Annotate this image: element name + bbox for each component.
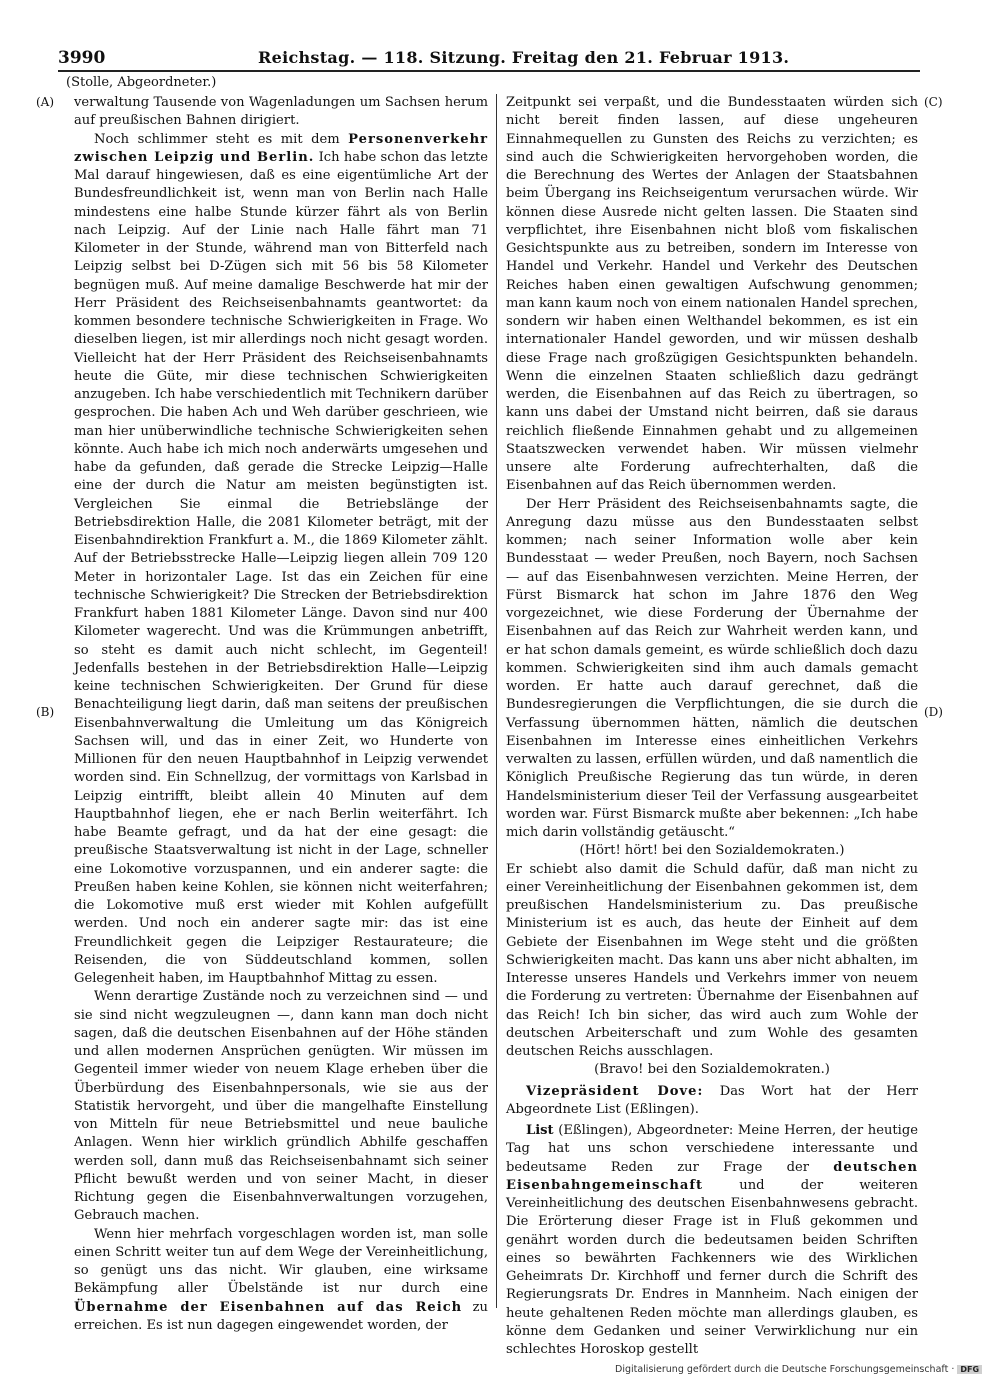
interjection: (Hört! hört! bei den Sozialdemokraten.) — [579, 843, 845, 859]
text-run: Das Wort hat der Herr Abgeordnete List (Eßlingen). — [506, 1083, 918, 1117]
margin-marker-b: (B) — [36, 705, 55, 719]
page-header — [58, 48, 920, 70]
text-run: zu erreichen. Es ist nun dagegen eingewendet worden, der — [74, 1299, 488, 1333]
margin-marker-c: (C) — [924, 95, 943, 109]
running-title: Reichstag. — 118. Sitzung. Freitag den 21. Februar 1913. — [258, 48, 790, 67]
digitization-credit — [615, 1364, 982, 1375]
emphasis: Personenverkehr zwischen Leipzig und Berlin. — [74, 131, 488, 165]
paragraph: Zeitpunkt sei verpaßt, und die Bundesstaaten würden sich nicht bereit finden lassen, auf diese ungeheuren Einnahmequellen zu Gunsten des Reichs zu verzichten; es sind auch die Schwierigkeiten hervorgehoben worden, die die Berechnung des Wertes der Anlagen der Staatsbahnen beim Übergang ins Reichseigentum verursachen würde. Wir können diese Ausrede nicht gelten lassen. Die Staaten sind verpflichtet, ihre Eisenbahnen nicht bloß vom fiskalischen Gesichtspunkte aus zu betreiben, sondern im Interesse von Handel und Verkehr. Handel und Verkehr des Deutschen Reiches haben einen gewaltigen Aufschwung genommen; man kann kaum noch von einem nationalen Handel sprechen, sondern wir haben einen Welthandel bekommen, es ist ein internationaler Handel geworden, und wir müssen deshalb diese Frage nach großzügigen Gesichtspunkten behandeln. Wenn die einzelnen Staaten schließlich dazu gedrängt werden, die Eisenbahnen auf das Reich zu übertragen, so kann uns dabei der Umstand nicht beirren, daß sie daraus reichlich fließende Einnahmen gehabt und zu allgemeinen Staatszwecken verwendet haben. Wir müssen vielmehr unsere alte Forderung aufrechterhalten, daß die Eisenbahnen auf das Reich übernommen werden. — [506, 95, 918, 494]
paragraph — [74, 131, 488, 989]
paragraph — [74, 1226, 488, 1336]
paragraph — [506, 1083, 918, 1120]
paragraph: verwaltung Tausende von Wagenladungen um Sachsen herum auf preußischen Bahnen dirigiert. — [74, 95, 488, 129]
paragraph: Der Herr Präsident des Reichseisenbahnamts sagte, die Anregung dazu müsse aus den Bundesstaaten selbst kommen; nach seiner Information wolle aber kein Bundesstaat — weder Preußen, noch Bayern, noch Sachsen — auf das Eisenbahnwesen verzichten. Meine Herren, der Fürst Bismarck hat schon im Jahre 1876 den Weg vorgezeichnet, wie diese Forderung der Übernahme der Eisenbahnen auf das Reich zur Wahrheit werden kann, und er hat schon damals gemeint, es würde schließlich doch dazu kommen. Schwierigkeiten sind ihm auch damals gemacht worden. Er hatte auch darauf gerechnet, daß die Bundesregierungen die Verpflichtungen, die sie durch die Verfassung übernommen hätten, nämlich die deutschen Eisenbahnen im Interesse eines einheitlichen Verkehrs verwalten zu lassen, erfüllen würden, und daß namentlich die Königlich Preußische Regierung das tun würde, in deren Handelsministerium dieser Teil der Verfassung ausgearbeitet worden war. Fürst Bismarck mußte aber bekennen: „Ich habe mich darin vollständig getäuscht.“ — [506, 496, 918, 840]
credit-text: Digitalisierung gefördert durch die Deutsche Forschungsgemeinschaft · — [615, 1364, 955, 1375]
left-column — [74, 94, 488, 1335]
speaker-name: List — [526, 1123, 554, 1138]
text-run: Ich habe schon das letzte Mal darauf hingewiesen, daß es eine eigentümliche Art der Bundesfreundlichkeit ist, wenn man von Berlin nach Halle mindestens eine halbe Stunde kürzer fährt als von Berlin nach Leipzig. Auf der Linie nach Halle fährt man 71 Kilometer in der Stunde, während man von Bitterfeld nach Leipzig selbst bei D-Zügen sich mit 56 bis 58 Kilometer begnügen muß. Auf meine damalige Beschwerde hat mir der Herr Präsident des Reichseisenbahnamts geantwortet: da kommen besondere technische Schwierigkeiten in Frage. Wo dieselben liegen, ist mir allerdings noch nicht gesagt worden. Vielleicht hat der Herr Präsident des Reichseisenbahnamts heute die Güte, mir diese technischen Schwierigkeiten anzugeben. Ich habe verschiedentlich mit Technikern darüber gesprochen. Die haben Ach und Weh darüber geschrieen, wie man hier unüberwindliche technische Schwierigkeiten sehen könnte. Auch habe ich mich noch anderwärts umgesehen und habe da gefunden, daß gerade die Strecke Leipzig—Halle eine der durch die Natur am meisten begünstigten ist. Vergleichen Sie einmal die Betriebslänge der Betriebsdirektion Halle, die 2081 Kilometer beträgt, mit der Eisenbahndirektion Frankfurt a. M., die 1869 Kilometer zählt. Auf der Betriebsstrecke Halle—Leipzig liegen allein 709 120 Meter in horizontaler Lage. Ist das ein Zeichen für eine technische Schwierigkeit? Die Strecken der Betriebsdirektion Frankfurt haben 1881 Kilometer Länge. Davon sind nur 400 Kilometer wagerecht. Und was die Krümmungen anbetrifft, so steht es damit auch nicht schlecht, im Gegenteil! Jedenfalls bestehen in der Betriebsdirektion Halle—Leipzig keine technischen Schwierigkeiten. Der Grund für diese Benachteiligung liegt darin, daß man seitens der preußischen Eisenbahnverwaltung die Umleitung um das Königreich Sachsen will, und das in einer Zeit, wo Hunderte von Millionen für den neuen Hauptbahnhof in Leipzig verwendet worden sind. Ein Schnellzug, der vormittags von Karlsbad in Leipzig eintrifft, bleibt allein 40 Minuten auf dem Hauptbahnhof liegen, ehe er nach Berlin weiterfährt. Ich habe Beamte gefragt, und da hat der eine gesagt: die preußische Staatsverwaltung ist nicht in der Lage, schneller eine Lokomotive vorzuspannen, und ein anderer sagte: die Preußen haben keine Kohlen, sie können nicht weiterfahren; die Lokomotive muß erst wieder mit Kohlen aufgefüllt werden. Und noch ein anderer sagte mir: das ist eine Freundlichkeit gegen die Leipziger Restaurateure; die Reisenden, die von Süddeutschland kommen, sollen Gelegenheit haben, im Hauptbahnhof Mittag zu essen. — [74, 149, 489, 986]
paragraph: Er schiebt also damit die Schuld dafür, daß man nicht zu einer Vereinheitlichung der Eisenbahnen gekommen ist, dem preußischen Handelsministerium zu. Das preußische Ministerium ist es auch, das heute der Einheit auf dem Gebiete der Eisenbahnen im Wege steht und die größten Schwierigkeiten macht. Das kann uns aber nicht abhalten, im Interesse unseres Handels und Verkehrs immer von neuem die Forderung zu vertreten: Übernahme der Eisenbahnen auf das Reich! Ich bin sicher, das wird auch zum Wohle der deutschen Arbeiterschaft und zum Wohle des gesamten deutschen Reichs ausschlagen. — [506, 861, 918, 1059]
right-column — [506, 94, 918, 1359]
emphasis: Übernahme der Eisenbahnen auf das Reich — [74, 1299, 463, 1315]
paragraph — [506, 1122, 918, 1359]
margin-marker-a: (A) — [36, 95, 55, 109]
speaker-name: Vizepräsident Dove: — [526, 1083, 704, 1099]
dfg-logo: DFG — [957, 1365, 982, 1374]
text-run: Wenn hier mehrfach vorgeschlagen worden ist, man solle einen Schritt weiter tun auf dem Wege der Vereinheitlichung, so genügt uns das nicht. Wir glauben, eine wirksame Bekämpfung aller Übelstände ist nur durch eine — [74, 1226, 488, 1297]
text-run: Noch schlimmer steht es mit dem — [94, 131, 349, 147]
text-run: (Eßlingen), Abgeordneter: Meine Herren, der heutige Tag hat uns schon verschiedene interessante und bedeutsame Reden zur Frage der — [506, 1123, 918, 1175]
page-number: 3990 — [58, 48, 106, 68]
paragraph: Wenn derartige Zustände noch zu verzeichnen sind — und sie sind nicht wegzuleugnen —, dann kann man doch nicht sagen, daß die deutschen Eisenbahnen auf der Höhe ständen und allen modernen Ansprüchen genügten. Wir müssen im Gegenteil immer wieder von neuem Klage erheben über die Überbürdung des Eisenbahnpersonals, wie sie aus der Statistik hervorgeht, und über die mangelhafte Einstellung von Mitteln für neue Betriebsmittel und neue bauliche Anlagen. Wenn hier wirklich gründlich Abhilfe geschaffen werden soll, dann muß das Reichseisenbahnamt sich seiner Pflicht bewußt werden und von seiner Macht, in dieser Richtung gegen die Eisenbahnverwaltungen vorzugehen, Gebrauch machen. — [74, 989, 488, 1224]
emphasis: deutschen Eisenbahngemeinschaft — [506, 1159, 918, 1193]
speaker-continuation: (Stolle, Abgeordneter.) — [66, 75, 217, 90]
text-run: und der weiteren Vereinheitlichung des deutschen Eisenbahnwesens gebracht. Die Erörterung dieser Frage ist in Fluß gekommen und genährt worden durch die bedeutsamen beiden Schriften eines so bewährten Fachkenners wie des Wirklichen Geheimrats Dr. Kirchhoff und ferner durch die Schrift des Regierungsrats Dr. Endres in Mannheim. Nach einigen der heute gehaltenen Reden möchte man allerdings glauben, es könne dem Gedanken und seiner Verwirklichung nur ein schlechtes Horoskop gestellt — [506, 1177, 918, 1357]
column-divider — [496, 94, 497, 1308]
margin-marker-d: (D) — [924, 705, 943, 719]
interjection: (Bravo! bei den Sozialdemokraten.) — [594, 1062, 830, 1078]
header-rule — [58, 70, 920, 72]
